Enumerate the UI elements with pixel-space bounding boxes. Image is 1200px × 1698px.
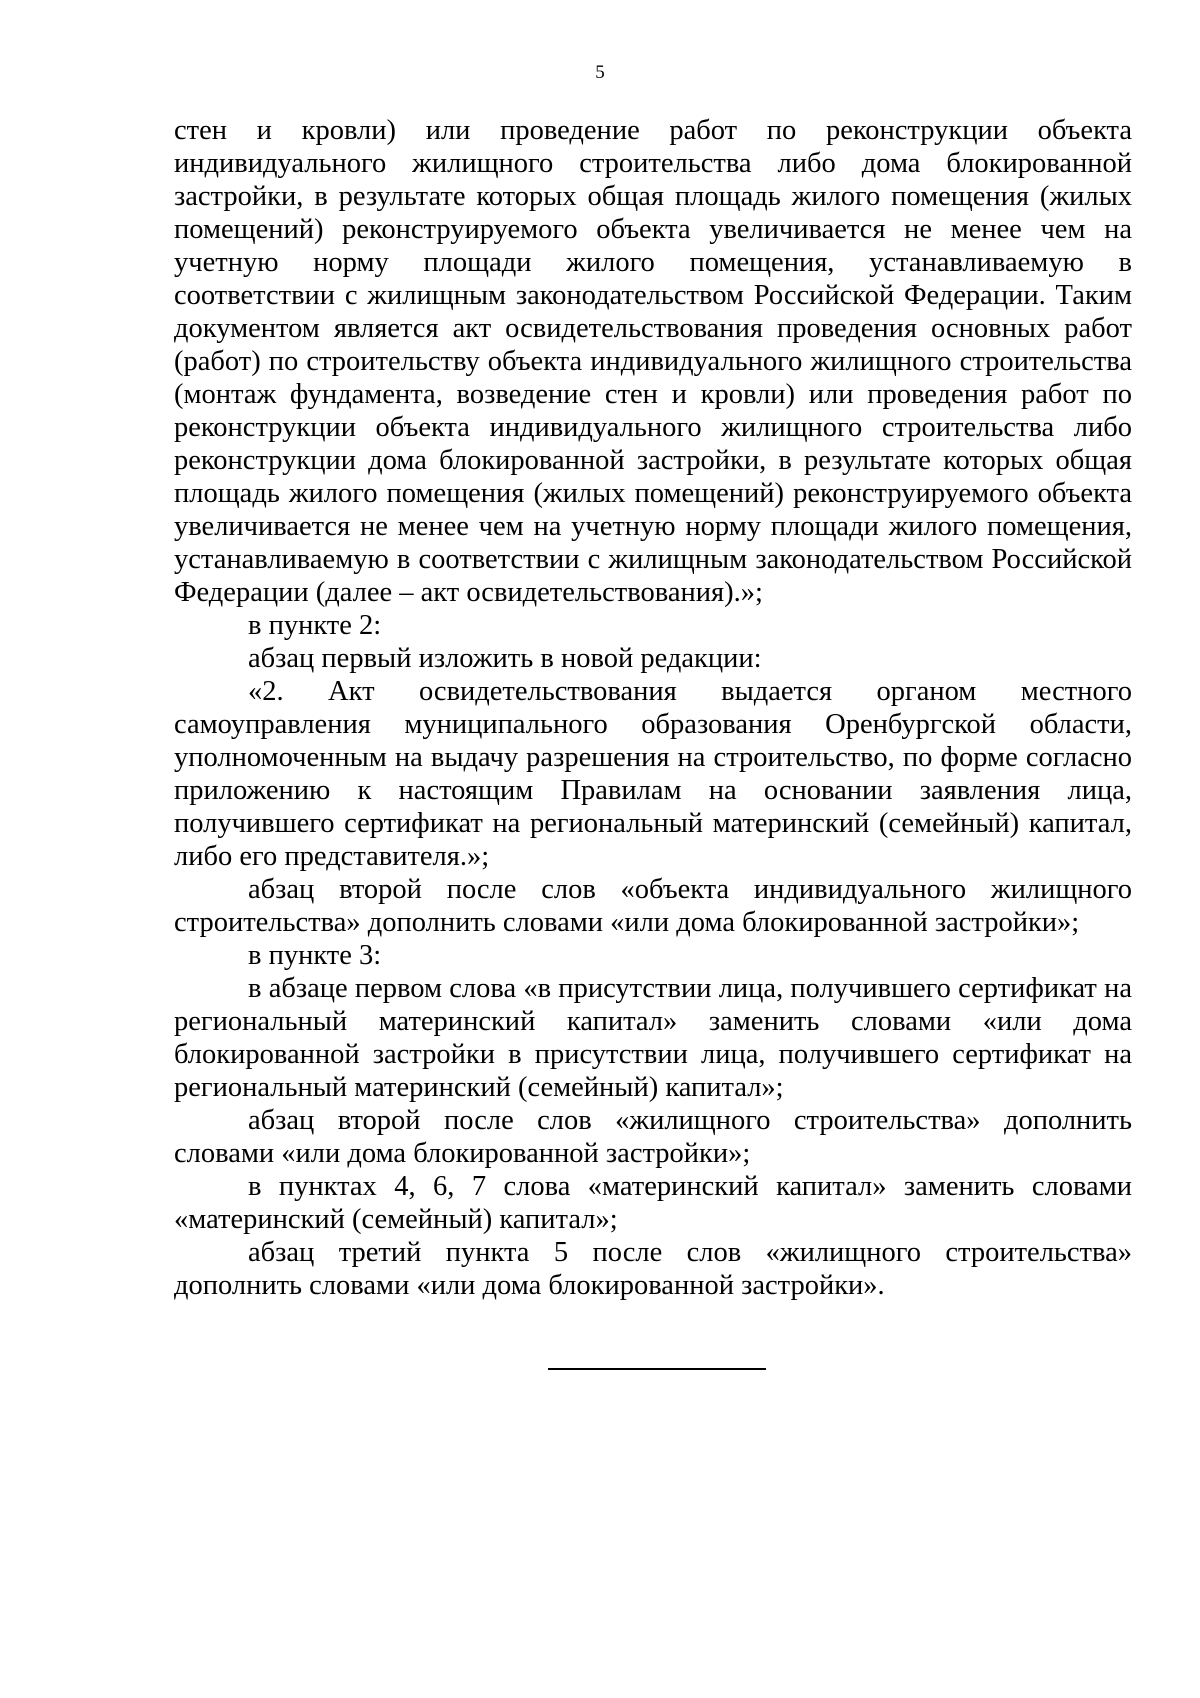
paragraph-second-abzac-amendment: абзац второй после слов «объекта индивидуального жилищного строительства» дополнить словами «или дома блокированной застройки»; [174, 874, 1132, 938]
paragraph-point-3-first-abzac: в абзаце первом слова «в присутствии лица, получившего сертификат на региональный материнский капитал» заменить словами «или дома блокированной застройки в присутствии лица, получившего сертификат на региональный материнский (семейный) капитал»; [174, 973, 1132, 1103]
end-of-document-rule [548, 1368, 766, 1370]
paragraph-points-4-6-7: в пунктах 4, 6, 7 слова «материнский капитал» заменить словами «материнский (семейный) капитал»; [174, 1171, 1132, 1235]
document-body [174, 114, 1132, 1302]
paragraph-act-issuance: «2. Акт освидетельствования выдается органом местного самоуправления муниципального образования Оренбургской области, уполномоченным на выдачу разрешения на строительство, по форме согласно приложению к настоящим Правилам на основании заявления лица, получившего сертификат на региональный материнский (семейный) капитал, либо его представителя.»; [174, 676, 1132, 872]
paragraph-point-3-second-abzac: абзац второй после слов «жилищного строительства» дополнить словами «или дома блокированной застройки»; [174, 1105, 1132, 1169]
paragraph-point-2-heading: в пункте 2: [248, 610, 382, 641]
paragraph-point-5-third-abzac: абзац третий пункта 5 после слов «жилищного строительства» дополнить словами «или дома блокированной застройки». [174, 1237, 1132, 1301]
page-number: 5 [595, 62, 605, 83]
paragraph-point-3-heading: в пункте 3: [248, 940, 382, 971]
paragraph-continuation: стен и кровли) или проведение работ по реконструкции объекта индивидуального жилищного строительства либо дома блокированной застройки, в результате которых общая площадь жилого помещения (жилых помещений) реконструируемого объекта увеличивается не менее чем на учетную норму площади жилого помещения, устанавливаемую в соответствии с жилищным законодательством Российской Федерации. Таким документом является акт освидетельствования проведения основных работ (работ) по строительству объекта индивидуального жилищного строительства (монтаж фундамента, возведение стен и кровли) или проведения работ по реконструкции объекта индивидуального жилищного строительства либо реконструкции дома блокированной застройки, в результате которых общая площадь жилого помещения (жилых помещений) реконструируемого объекта увеличивается не менее чем на учетную норму площади жилого помещения, устанавливаемую в соответствии с жилищным законодательством Российской Федерации (далее – акт освидетельствования).»; [174, 115, 1132, 608]
paragraph-first-abzac-instruction: абзац первый изложить в новой редакции: [248, 643, 762, 674]
